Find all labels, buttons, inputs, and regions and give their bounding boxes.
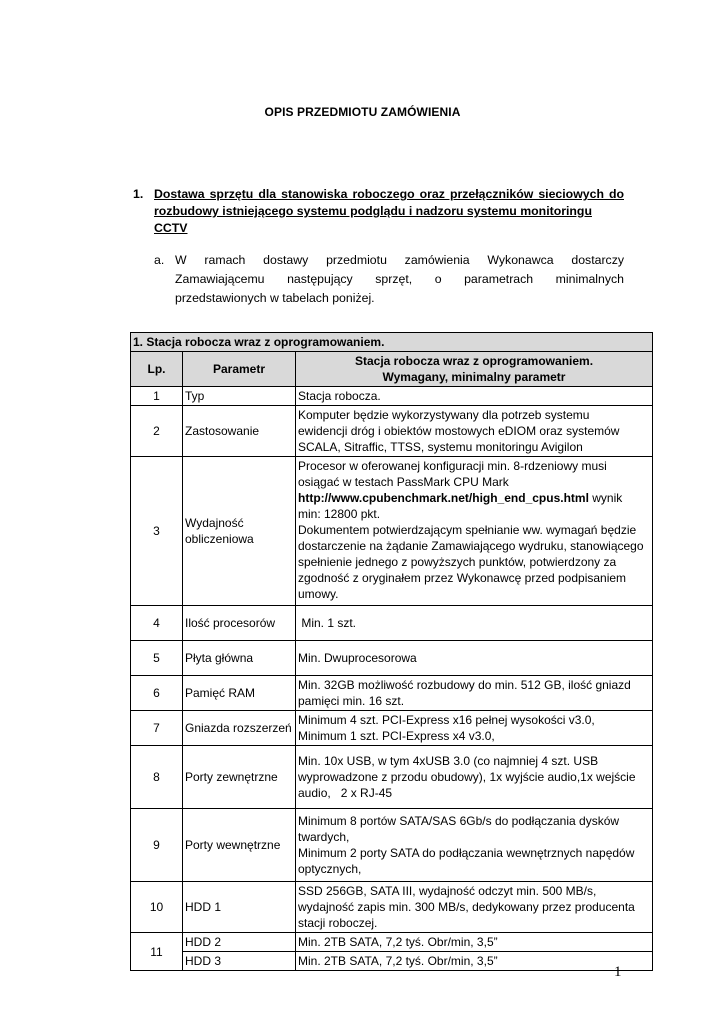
cell-value: Min. 1 szt.	[296, 606, 653, 641]
table-row	[131, 952, 653, 971]
cell-lp: 3	[131, 457, 183, 606]
value-line	[298, 490, 650, 506]
value-line: Min. 32GB możliwość rozbudowy do min. 512 GB, ilość gniazd	[298, 678, 631, 692]
header-value-line: Stacja robocza wraz z oprogramowaniem.	[354, 354, 594, 368]
value-line: SSD 256GB, SATA III, wydajność odczyt min. 500 MB/s,	[298, 884, 597, 898]
cell-value	[296, 746, 653, 809]
value-line: wydajność zapis min. 300 MB/s, dedykowany przez producenta	[298, 900, 635, 914]
value-line: zgodność z oryginałem przez Wykonawcę przed podpisaniem	[298, 571, 627, 585]
cell-value	[296, 457, 653, 606]
value-line: min: 12800 pkt.	[298, 507, 381, 521]
value-line: Minimum 8 portów SATA/SAS 6Gb/s do podłączania dysków	[298, 814, 620, 828]
value-line: Minimum 4 szt. PCI-Express x16 pełnej wysokości v3.0,	[298, 713, 595, 727]
cell-param	[183, 457, 296, 606]
value-line: spełnienie jednego z powyższych punktów, potwierdzony za	[298, 555, 617, 569]
section-heading-line: Dostawa sprzętu dla stanowiska roboczego oraz przełączników sieciowych do	[154, 187, 624, 201]
value-line: Min. 10x USB, w tym 4xUSB 3.0 (co najmniej 4 szt. USB	[298, 754, 599, 768]
cell-value	[296, 809, 653, 882]
section-heading-text	[154, 186, 624, 237]
value-line: wyprowadzone z przodu obudowy), 1x wyjście audio,1x wejście	[298, 770, 636, 784]
table-caption-row	[131, 333, 653, 352]
table-row	[131, 387, 653, 406]
cell-lp: 4	[131, 606, 183, 641]
page-number: 1	[614, 964, 622, 980]
cell-value	[296, 676, 653, 711]
paragraph-line: Zamawiającemu następujący sprzęt, o parametrach minimalnych	[175, 272, 624, 286]
table-row	[131, 746, 653, 809]
cell-param: Gniazda rozszerzeń	[183, 711, 296, 746]
table-row	[131, 809, 653, 882]
param-line: obliczeniowa	[185, 532, 254, 546]
cell-param: Porty zewnętrzne	[183, 746, 296, 809]
header-value	[296, 352, 653, 387]
cell-param: Ilość procesorów	[183, 606, 296, 641]
value-line: pamięci min. 16 szt.	[298, 694, 405, 708]
value-line: ewidencji dróg i obiektów mostowych eDIOM oraz systemów	[298, 424, 620, 438]
cell-value	[296, 882, 653, 933]
table-row	[131, 641, 653, 676]
table-header-row	[131, 352, 653, 387]
table-row	[131, 711, 653, 746]
table-row	[131, 606, 653, 641]
table-row	[131, 406, 653, 457]
value-line: Dokumentem potwierdzającym spełnianie ww. wymagań będzie	[298, 523, 637, 537]
cell-value: Stacja robocza.	[296, 387, 653, 406]
cell-param: Typ	[183, 387, 296, 406]
cell-value: Min. 2TB SATA, 7,2 tyś. Obr/min, 3,5”	[296, 952, 653, 971]
cell-lp: 5	[131, 641, 183, 676]
param-line: Wydajność	[185, 516, 244, 530]
table-row	[131, 933, 653, 952]
section-number: 1.	[133, 187, 144, 201]
paragraph-line: przedstawionych w tabelach poniżej.	[175, 291, 375, 305]
value-line: audio, 2 x RJ-45	[298, 786, 393, 800]
value-line: stacji roboczej.	[298, 916, 378, 930]
cell-lp: 6	[131, 676, 183, 711]
cell-param: HDD 3	[183, 952, 296, 971]
cell-value	[296, 406, 653, 457]
benchmark-url: http://www.cpubenchmark.net/high_end_cpus.html	[298, 491, 589, 505]
cell-param: HDD 1	[183, 882, 296, 933]
cell-param: Płyta główna	[183, 641, 296, 676]
value-line: SCALA, Sitraffic, TTSS, systemu monitoringu Avigilon	[298, 440, 583, 454]
cell-lp: 1	[131, 387, 183, 406]
value-line: optycznych,	[298, 862, 362, 876]
header-lp: Lp.	[131, 352, 183, 387]
cell-lp: 7	[131, 711, 183, 746]
cell-value: Min. 2TB SATA, 7,2 tyś. Obr/min, 3,5”	[296, 933, 653, 952]
table-row	[131, 457, 653, 606]
cell-lp: 10	[131, 882, 183, 933]
cell-value	[296, 711, 653, 746]
table-row	[131, 676, 653, 711]
page-title: OPIS PRZEDMIOTU ZAMÓWIENIA	[264, 105, 461, 119]
section-heading-line: rozbudowy istniejącego systemu podglądu i nadzoru systemu monitoringu CCTV	[154, 204, 592, 235]
value-line: twardych,	[298, 830, 350, 844]
header-value-line: Wymagany, minimalny parametr	[382, 370, 566, 384]
value-line: Procesor w oferowanej konfiguracji min. 8-rdzeniowy musi	[298, 459, 607, 473]
paragraph-body	[175, 251, 624, 308]
spec-table	[130, 332, 653, 971]
list-marker: a.	[154, 253, 165, 267]
cell-lp: 8	[131, 746, 183, 809]
cell-lp: 9	[131, 809, 183, 882]
header-param: Parametr	[183, 352, 296, 387]
value-text: wynik	[588, 491, 623, 505]
table-caption: 1. Stacja robocza wraz z oprogramowaniem.	[131, 333, 653, 352]
cell-value: Min. Dwuprocesorowa	[296, 641, 653, 676]
value-line: osiągać w testach PassMark CPU Mark	[298, 475, 509, 489]
value-line: Minimum 2 porty SATA do podłączania wewnętrznych napędów	[298, 846, 635, 860]
cell-param: HDD 2	[183, 933, 296, 952]
value-line: umowy.	[298, 587, 339, 601]
cell-param: Pamięć RAM	[183, 676, 296, 711]
table-row	[131, 882, 653, 933]
cell-param: Zastosowanie	[183, 406, 296, 457]
cell-lp: 11	[131, 933, 183, 971]
cell-lp: 2	[131, 406, 183, 457]
value-line: Komputer będzie wykorzystywany dla potrzeb systemu	[298, 408, 590, 422]
cell-param: Porty wewnętrzne	[183, 809, 296, 882]
paragraph-line: W ramach dostawy przedmiotu zamówienia Wykonawca dostarczy	[175, 253, 624, 267]
value-line: dostarczenie na żądanie Zamawiającego wydruku, stanowiącego	[298, 539, 644, 553]
value-line: Minimum 1 szt. PCI-Express x4 v3.0,	[298, 729, 495, 743]
